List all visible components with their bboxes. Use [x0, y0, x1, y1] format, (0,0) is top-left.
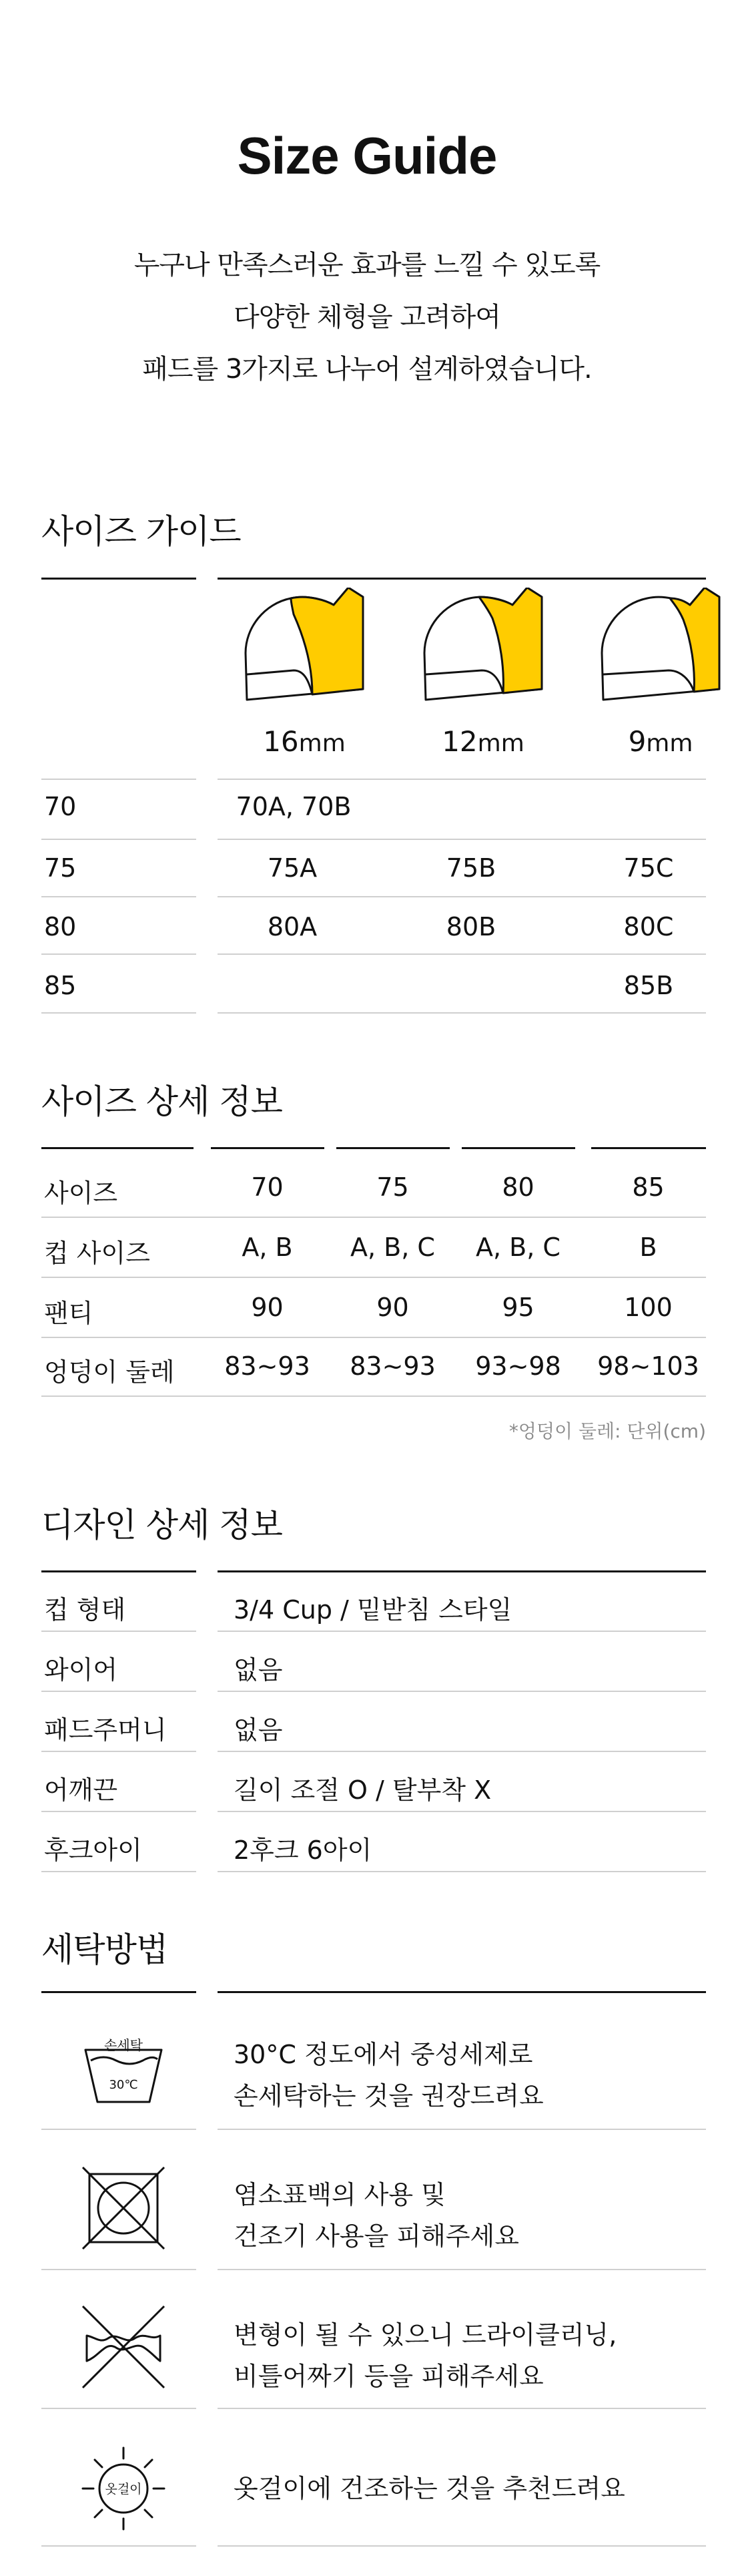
size-cell: 75C [623, 853, 674, 883]
divider [41, 779, 196, 780]
divider [218, 2408, 706, 2409]
design-row-label: 어깨끈 [44, 1775, 118, 1805]
divider [41, 1570, 196, 1572]
detail-cell: A, B, C [350, 1233, 435, 1262]
design-row-label: 패드주머니 [44, 1715, 167, 1745]
detail-cell: 83~93 [224, 1351, 310, 1381]
divider [218, 779, 706, 780]
wash-instruction [234, 2314, 617, 2397]
size-cell: 80B [446, 912, 496, 941]
divider [41, 1631, 196, 1632]
divider [218, 1691, 706, 1692]
pad-value: 16 [263, 725, 299, 758]
pad-16mm-icon [239, 588, 370, 708]
divider [41, 1751, 196, 1752]
detail-cell: 93~98 [475, 1351, 561, 1381]
size-cell: 85B [623, 971, 674, 1000]
intro-line: 누구나 만족스러운 효과를 느낄 수 있도록 [133, 250, 601, 280]
pad-thickness-16 [224, 725, 384, 758]
divider [41, 1277, 706, 1278]
band-size-label: 80 [44, 912, 77, 941]
divider [591, 1147, 706, 1149]
divider [41, 1147, 194, 1149]
design-row-value: 3/4 Cup / 밑받침 스타일 [234, 1595, 512, 1625]
no-tumble-dry-icon [73, 2158, 173, 2258]
divider [218, 1871, 706, 1872]
detail-cell: 100 [624, 1293, 673, 1322]
design-row-label: 와이어 [44, 1655, 118, 1685]
divider [218, 1811, 706, 1812]
detail-cell: 98~103 [597, 1351, 699, 1381]
wash-instruction [234, 2034, 544, 2117]
wash-icon-temp: 30℃ [109, 2078, 138, 2092]
pad-value: 9 [628, 725, 647, 758]
detail-cell: 90 [376, 1293, 409, 1322]
divider [218, 953, 706, 955]
detail-cell: 83~93 [350, 1351, 436, 1381]
wash-icon-text: 손세탁 [104, 2037, 143, 2053]
detail-cell: 85 [632, 1172, 665, 1202]
pad-unit: mm [477, 730, 524, 757]
pad-value: 12 [442, 725, 478, 758]
wash-line: 염소표백의 사용 및 [234, 2180, 446, 2209]
size-detail-heading: 사이즈 상세 정보 [41, 1082, 282, 1121]
divider [336, 1147, 450, 1149]
design-row-label: 컵 형태 [44, 1595, 126, 1625]
divider [41, 578, 196, 580]
wash-line: 비틀어짜기 등을 피해주세요 [234, 2362, 544, 2391]
no-wring-icon [73, 2297, 173, 2397]
pad-unit: mm [298, 730, 346, 757]
unit-note: *엉덩이 둘레: 단위(cm) [508, 1420, 706, 1442]
size-guide-heading: 사이즈 가이드 [41, 512, 241, 551]
divider [218, 578, 706, 580]
divider [41, 1396, 706, 1397]
wash-instruction [234, 2468, 625, 2509]
divider [218, 1751, 706, 1752]
design-row-value: 길이 조절 O / 탈부착 X [234, 1775, 492, 1805]
design-row-label: 후크아이 [44, 1836, 142, 1865]
divider [218, 2269, 706, 2270]
detail-row-label: 팬티 [44, 1299, 93, 1328]
design-detail-heading: 디자인 상세 정보 [41, 1506, 282, 1544]
size-cell: 75A [267, 853, 318, 883]
wash-instruction [234, 2174, 519, 2257]
hand-wash-icon [73, 2023, 173, 2123]
divider [462, 1147, 575, 1149]
divider [218, 839, 706, 840]
divider [41, 953, 196, 955]
divider [41, 2408, 196, 2409]
divider [211, 1147, 324, 1149]
intro-line: 패드를 3가지로 나누어 설계하였습니다. [142, 354, 592, 385]
divider [41, 839, 196, 840]
detail-cell: 70 [251, 1172, 284, 1202]
detail-cell: 75 [376, 1172, 409, 1202]
divider [218, 2545, 706, 2547]
pad-thickness-12 [403, 725, 563, 758]
divider [41, 1012, 196, 1014]
divider [218, 896, 706, 897]
wash-line: 건조기 사용을 피해주세요 [234, 2221, 519, 2251]
hang-dry-icon [73, 2438, 173, 2539]
divider [41, 2269, 196, 2270]
detail-cell: A, B, C [476, 1233, 561, 1262]
wash-line: 손세탁하는 것을 권장드려요 [234, 2081, 544, 2111]
divider [218, 1991, 706, 1993]
detail-row-label: 사이즈 [44, 1178, 118, 1208]
divider [41, 1217, 706, 1218]
design-row-value: 2후크 6아이 [234, 1836, 372, 1865]
pad-thickness-9 [581, 725, 734, 758]
divider [41, 896, 196, 897]
detail-row-label: 컵 사이즈 [44, 1239, 150, 1268]
divider [218, 1631, 706, 1632]
divider [41, 1337, 706, 1338]
washing-heading: 세탁방법 [41, 1930, 168, 1969]
design-row-value: 없음 [234, 1655, 283, 1685]
detail-cell: 90 [251, 1293, 284, 1322]
divider [41, 2129, 196, 2130]
detail-cell: 80 [502, 1172, 534, 1202]
size-cell: 70A, 70B [236, 792, 352, 821]
divider [218, 1012, 706, 1014]
intro-line: 다양한 체형을 고려하여 [234, 302, 500, 333]
size-cell: 80A [267, 912, 318, 941]
band-size-label: 75 [44, 853, 77, 883]
divider [41, 2545, 196, 2547]
wash-icon-text: 옷걸이 [105, 2482, 142, 2497]
divider [41, 1871, 196, 1872]
design-row-value: 없음 [234, 1715, 283, 1745]
detail-cell: B [639, 1233, 657, 1262]
wash-line: 옷걸이에 건조하는 것을 추천드려요 [234, 2474, 625, 2503]
divider [41, 1691, 196, 1692]
wash-line: 변형이 될 수 있으니 드라이클리닝, [234, 2320, 617, 2350]
size-cell: 75B [446, 853, 496, 883]
detail-cell: 95 [502, 1293, 534, 1322]
divider [218, 2129, 706, 2130]
detail-cell: A, B [242, 1233, 293, 1262]
pad-unit: mm [646, 730, 693, 757]
wash-line: 30°C 정도에서 중성세제로 [234, 2040, 533, 2069]
divider [41, 1991, 196, 1993]
size-cell: 80C [623, 912, 674, 941]
page-title: Size Guide [237, 126, 497, 185]
detail-row-label: 엉덩이 둘레 [44, 1357, 175, 1387]
pad-9mm-icon [595, 588, 726, 708]
divider [41, 1811, 196, 1812]
intro-text [0, 239, 734, 395]
band-size-label: 85 [44, 971, 77, 1000]
pad-12mm-icon [418, 588, 548, 708]
divider [218, 1570, 706, 1572]
band-size-label: 70 [44, 792, 77, 821]
